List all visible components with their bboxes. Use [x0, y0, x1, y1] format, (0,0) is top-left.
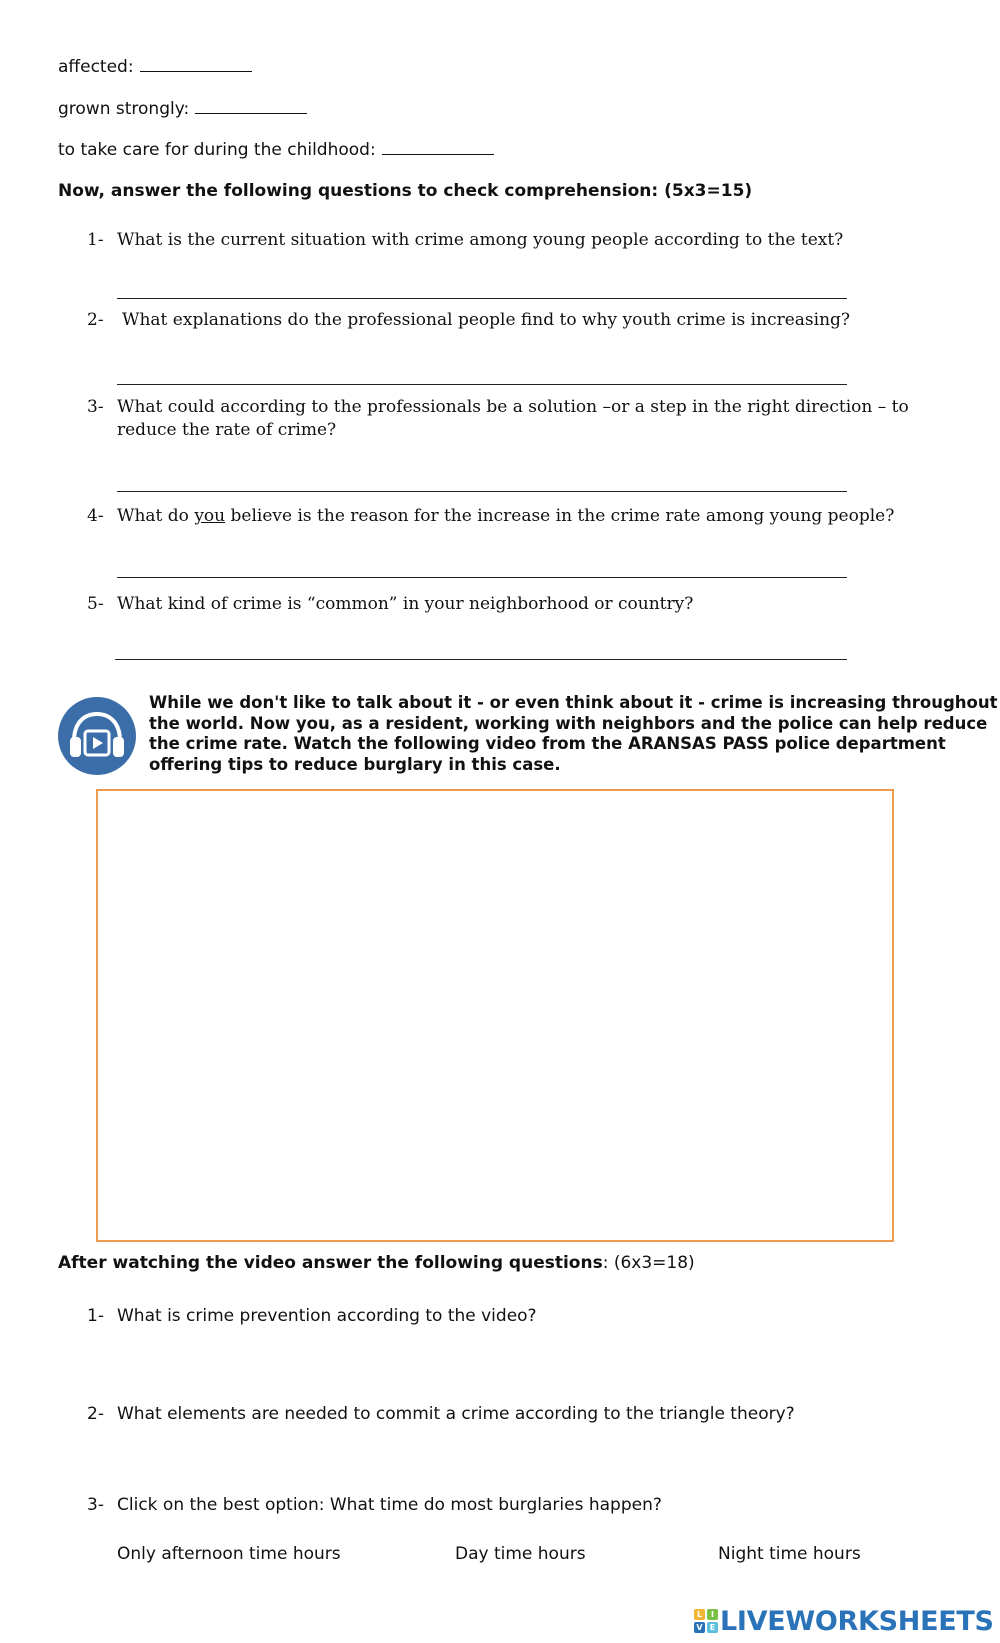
option-day[interactable]: Day time hours [455, 1544, 586, 1564]
option-night[interactable]: Night time hours [718, 1544, 861, 1564]
logo-mark [694, 1609, 718, 1633]
question-number: 2- [87, 1404, 104, 1424]
section2-instruction [58, 1252, 695, 1274]
vocab-answer-field[interactable] [140, 57, 252, 72]
intro-line: the crime rate. Watch the following video from the ARANSAS PASS police department [149, 734, 946, 754]
logo-tile: E [707, 1622, 718, 1633]
question-text: Click on the best option: What time do most burglaries happen? [117, 1495, 662, 1515]
answer-line[interactable] [117, 298, 847, 299]
question-emphasis: you [194, 506, 226, 526]
question-text-after: believe is the reason for the increase in the crime rate among young people? [225, 506, 895, 526]
answer-line[interactable] [115, 659, 847, 660]
logo-tile: L [694, 1609, 705, 1620]
intro-line: offering tips to reduce burglary in this case. [149, 754, 561, 774]
vocab-label: to take care for during the childhood: [58, 140, 376, 160]
question-text-line1: What could according to the professionals be a solution –or a step in the right direction – to [117, 397, 909, 417]
question-number: 5- [87, 594, 104, 614]
question-number: 4- [87, 506, 104, 526]
question-number: 3- [87, 1495, 104, 1515]
answer-line[interactable] [117, 491, 847, 492]
logo-tile: I [707, 1609, 718, 1620]
question-text: What elements are needed to commit a crime according to the triangle theory? [117, 1404, 795, 1424]
vocab-row-grown-strongly [58, 98, 307, 120]
headphones-video-icon [58, 697, 136, 775]
section2-instruction-points: : (6x3=18) [602, 1253, 695, 1273]
intro-paragraph [149, 693, 998, 775]
option-afternoon[interactable]: Only afternoon time hours [117, 1544, 341, 1564]
intro-line: While we don't like to talk about it - or even think about it - crime is increasing throughout [149, 693, 998, 712]
question-number: 2- [87, 310, 104, 330]
question-text-before: What do [117, 506, 195, 526]
question-text-line2: reduce the rate of crime? [117, 420, 337, 440]
question-text [117, 505, 894, 527]
answer-line[interactable] [117, 384, 847, 385]
question-text: What is the current situation with crime among young people according to the text? [117, 230, 844, 250]
liveworksheets-logo [694, 1604, 994, 1638]
question-text: What is crime prevention according to the video? [117, 1306, 537, 1326]
question-text: What kind of crime is “common” in your neighborhood or country? [117, 594, 694, 614]
question-number: 1- [87, 1306, 104, 1326]
question-text: What explanations do the professional people find to why youth crime is increasing? [122, 310, 851, 330]
headphones-video-icon-glyph [58, 697, 136, 775]
vocab-answer-field[interactable] [382, 140, 494, 155]
video-player[interactable] [96, 789, 894, 1242]
intro-line: the world. Now you, as a resident, working with neighbors and the police can help reduce [149, 713, 988, 733]
vocab-row-take-care [58, 139, 494, 161]
vocab-label: affected: [58, 57, 134, 77]
section2-instruction-bold: After watching the video answer the following questions [58, 1253, 603, 1273]
section1-instruction: Now, answer the following questions to check comprehension: (5x3=15) [58, 181, 753, 201]
question-number: 3- [87, 397, 104, 417]
vocab-answer-field[interactable] [195, 99, 307, 114]
logo-tile: V [694, 1622, 705, 1633]
answer-line[interactable] [117, 577, 847, 578]
vocab-label: grown strongly: [58, 99, 190, 119]
vocab-row-affected [58, 56, 252, 78]
question-number: 1- [87, 230, 104, 250]
logo-text: LIVEWORKSHEETS [720, 1605, 994, 1637]
